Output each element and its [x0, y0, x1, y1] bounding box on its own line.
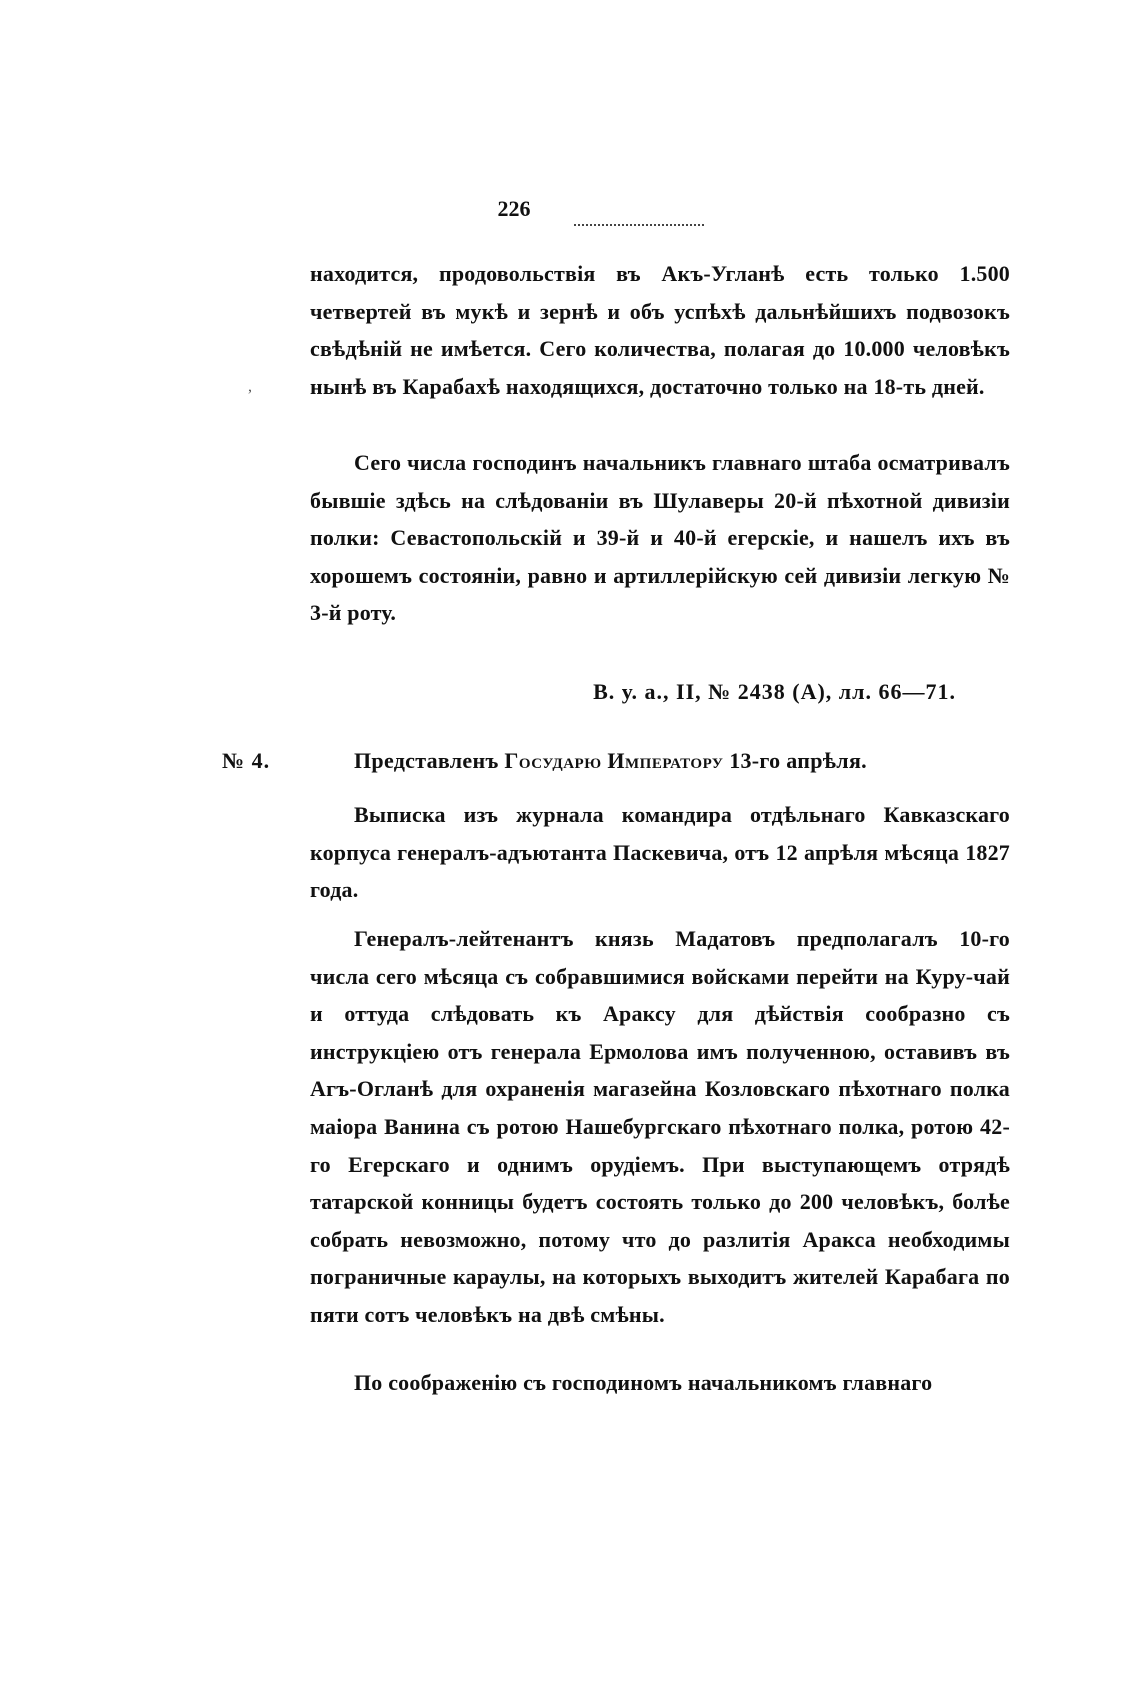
page-number: 226	[497, 196, 531, 221]
source-reference: В. у. а., II, № 2438 (А), лл. 66—71.	[593, 679, 956, 704]
document-heading	[354, 746, 867, 776]
continuation-paragraph: находится, продовольствія въ Акъ-Угланѣ есть только 1.500 четвертей въ мукѣ и зернѣ и объ успѣхѣ дальнѣйшихъ подвозокъ свѣдѣній не имѣется. Сего количества, полагая до 10.000 человѣкъ нынѣ въ Карабахѣ находящихся, достаточно только на 18-ть дней.	[310, 261, 1010, 399]
heading-emperor: Императору	[607, 748, 724, 773]
ornament-rule	[574, 224, 704, 229]
heading-prefix: Представленъ	[354, 748, 499, 773]
madatov-paragraph: Генералъ-лейтенантъ князь Мадатовъ предполагалъ 10-го числа сего мѣсяца съ собравшимися войсками перейти на Куру-чай и оттуда слѣдовать къ Араксу для дѣйствія сообразно съ инструкціею отъ генерала Ермолова имъ полученною, оставивъ въ Агъ-Огланѣ для охраненія магазейна Козловскаго пѣхотнаго полка маіора Ванина съ ротою Нашебургскаго пѣхотнаго полка, ротою 42-го Егерскаго и однимъ орудіемъ. При выступающемъ отрядѣ татарской конницы будетъ состоять только до 200 человѣкъ, болѣе собрать невозможно, потому что до разлитія Аракса необходимы пограничные караулы, на которыхъ выходитъ жителей Карабага по пяти сотъ человѣкъ на двѣ смѣны.	[310, 926, 1010, 1327]
document-number: № 4.	[222, 748, 271, 773]
stray-mark: ,	[248, 378, 252, 395]
heading-date: 13-го апрѣля.	[729, 748, 867, 773]
final-paragraph-line: По соображенію съ господиномъ начальникомъ главнаго	[354, 1370, 933, 1395]
inspection-paragraph: Сего числа господинъ начальникъ главнаго штаба осматривалъ бывшіе здѣсь на слѣдованіи въ Шулаверы 20-й пѣхотной дивизіи полки: Севастопольскій и 39-й и 40-й егерскіе, и нашелъ ихъ въ хорошемъ состояніи, равно и артиллерійскую сей дивизіи легкую № 3-й роту.	[310, 450, 1010, 626]
heading-sovereign: Государю	[504, 748, 602, 773]
extract-title: Выписка изъ журнала командира отдѣльнаго Кавказскаго корпуса генералъ-адъютанта Паскевича, отъ 12 апрѣля мѣсяца 1827 года.	[310, 802, 1010, 903]
